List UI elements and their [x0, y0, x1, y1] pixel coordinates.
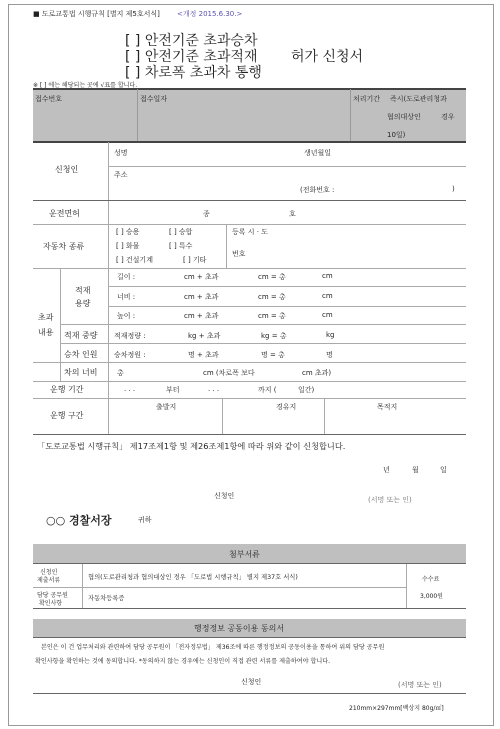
route-origin[interactable]: 출발지: [156, 403, 177, 411]
vehicle-option-construction[interactable]: [ ] 건설기계: [116, 256, 153, 264]
excess-section-label-2: 내용: [38, 328, 54, 337]
applicant-signature-field[interactable]: (서명 또는 인): [368, 496, 412, 504]
divider: [108, 166, 466, 167]
fee-value: 3,000원: [420, 593, 443, 600]
processing-period-value-2: 협의대상인: [387, 113, 421, 121]
divider: [108, 399, 109, 434]
fee-label: 수수료: [422, 576, 440, 583]
load-volume-label-1: 적재: [75, 286, 91, 295]
divider: [82, 564, 83, 608]
divider: [33, 141, 466, 143]
vehicle-option-special[interactable]: [ ] 특수: [169, 242, 193, 250]
divider: [33, 563, 466, 564]
height-total: cm = 총: [258, 312, 286, 320]
vehicle-width-excess: cm 초과): [302, 369, 332, 377]
passengers-unit: 명: [326, 351, 333, 359]
vehicle-option-van[interactable]: [ ] 승합: [169, 228, 193, 236]
applicant-phone-label[interactable]: (전화번호 :: [300, 186, 335, 194]
divider: [108, 306, 466, 307]
load-volume-label-2: 용량: [75, 299, 91, 308]
applicant-sign-label: 신청인: [214, 492, 235, 500]
consent-applicant-label: 신청인: [241, 678, 262, 686]
applicant-phone-close: ): [452, 185, 455, 193]
applicant-docs-value: 협의(도로관리청과 협의대상인 경우 「도로법 시행규칙」 별지 제37호 서식): [88, 574, 298, 581]
travel-period-days[interactable]: 일간): [298, 386, 315, 394]
divider: [33, 608, 466, 609]
load-weight-unit: kg: [326, 331, 335, 339]
divider: [406, 564, 407, 608]
passengers-plus-excess: 명 + 초과: [188, 351, 219, 359]
divider: [33, 637, 466, 638]
applicant-section-label: 신청인: [55, 165, 79, 174]
vehicle-option-truck[interactable]: [ ] 화물: [116, 242, 140, 250]
divider: [33, 381, 466, 382]
passengers-capacity[interactable]: 승차정원 :: [114, 351, 146, 359]
divider: [324, 399, 325, 434]
vehicle-option-other[interactable]: [ ] 기타: [183, 256, 207, 264]
divider: [33, 268, 466, 269]
route-destination[interactable]: 목적지: [377, 403, 398, 411]
width-label[interactable]: 너비 :: [117, 293, 136, 301]
recipient-honorific: 귀하: [138, 516, 152, 524]
length-plus-excess: cm + 초과: [184, 273, 219, 281]
divider: [226, 225, 227, 268]
divider: [33, 88, 466, 90]
attachments-header: 첨부서류: [229, 550, 260, 559]
date-year[interactable]: 년: [383, 466, 390, 474]
width-plus-excess: cm + 초과: [184, 293, 219, 301]
divider: [108, 142, 109, 200]
length-unit: cm: [322, 272, 333, 280]
license-number[interactable]: 호: [289, 210, 296, 218]
divider: [33, 224, 466, 225]
paper-size-footer: 210mm×297mm[백상지 80g/㎡]: [349, 705, 444, 712]
divider: [33, 434, 466, 435]
applicant-docs-label-2: 제출서류: [37, 577, 61, 584]
divider: [108, 201, 109, 224]
consent-text-line-1: 본인은 이 건 업무처리와 관련하여 담당 공무원이 「전자정부법」 제36조에 따른 행정정보의 공동이용을 통하여 위의 담당 공무원: [41, 644, 385, 651]
declaration-text: 「도로교통법 시행규칙」 제17조제1항 및 제26조제1항에 따라 위와 같이 신청합니다.: [37, 441, 346, 451]
divider: [350, 89, 351, 141]
official-check-label-1: 담당 공무원: [37, 592, 68, 599]
vehicle-number-label[interactable]: 번호: [232, 250, 246, 258]
vehicle-width-label: 차의 너비: [64, 368, 98, 377]
consent-signature-field[interactable]: (서명 또는 인): [398, 681, 442, 689]
law-reference: ■ 도로교통법 시행규칙 [별지 제5호서식]: [33, 10, 160, 18]
official-check-label-2: 확인사항: [39, 600, 63, 607]
consent-header: 행정정보 공동이용 동의서: [194, 624, 285, 633]
travel-period-label: 운행 기간: [50, 385, 84, 394]
divider: [108, 225, 109, 268]
length-label[interactable]: 길이 :: [117, 273, 136, 281]
divider: [33, 200, 466, 201]
divider: [33, 693, 466, 694]
applicant-name-label[interactable]: 성명: [114, 149, 128, 157]
processing-period-value-4: 10일): [387, 131, 406, 139]
divider: [33, 362, 466, 363]
checkbox-note: ※ [ ] 에는 해당되는 곳에 √표를 합니다.: [33, 82, 138, 89]
load-weight-label: 적재 중량: [64, 331, 98, 340]
revision-note: <개정 2015.6.30.>: [177, 10, 243, 18]
excess-section-label-1: 초과: [38, 313, 54, 322]
divider: [60, 324, 466, 325]
height-unit: cm: [322, 311, 333, 319]
divider: [60, 269, 61, 382]
vehicle-width-lane: cm (차로폭 보다: [203, 369, 255, 377]
passengers-label: 승차 인원: [64, 350, 98, 359]
date-day[interactable]: 일: [440, 466, 447, 474]
vehicle-option-passenger[interactable]: [ ] 승용: [116, 228, 140, 236]
consent-text-line-2: 확인사항을 확인하는 것에 동의합니다. *동의하지 않는 경우에는 신청인이 직접 관련 서류를 제출하여야 합니다.: [35, 658, 331, 665]
vehicle-registration-region-label[interactable]: 등록 시 · 도: [232, 228, 268, 236]
title-option-overload-passengers: [ ] 안전기준 초과승차: [125, 33, 258, 49]
applicant-address-label[interactable]: 주소: [114, 171, 128, 179]
official-check-value: 자동차등록증: [88, 595, 125, 602]
receipt-date-label: 접수일자: [140, 95, 168, 103]
travel-period-end[interactable]: . . .: [208, 385, 220, 393]
route-via[interactable]: 경유지: [276, 403, 297, 411]
travel-period-to: 까지 (: [258, 386, 277, 394]
load-weight-total: kg = 총: [261, 332, 287, 340]
title-suffix: 허가 신청서: [291, 49, 364, 65]
processing-period-label: 처리기간: [353, 95, 381, 103]
travel-period-from: 부터: [166, 386, 180, 394]
travel-period-start[interactable]: . . .: [124, 385, 136, 393]
vehicle-width-total[interactable]: 총: [117, 369, 124, 377]
height-label[interactable]: 높이 :: [117, 312, 136, 320]
width-unit: cm: [322, 292, 333, 300]
title-option-lane-width: [ ] 차로폭 초과차 통행: [125, 65, 262, 81]
processing-period-value-1: 즉시(도로관리청과: [390, 95, 447, 103]
divider: [33, 398, 466, 399]
license-type[interactable]: 종: [203, 210, 210, 218]
height-plus-excess: cm + 초과: [184, 312, 219, 320]
load-weight-plus-excess: kg + 초과: [188, 332, 221, 340]
applicant-docs-label-1: 신청인: [40, 569, 58, 576]
receipt-number-label: 접수번호: [35, 95, 63, 103]
recipient-name: ○○ 경찰서장: [46, 514, 112, 527]
date-month[interactable]: 월: [412, 466, 419, 474]
divider: [108, 382, 109, 398]
length-total: cm = 총: [258, 273, 286, 281]
load-weight-capacity[interactable]: 적재정량 :: [114, 332, 146, 340]
processing-period-value-3: 경우: [441, 113, 455, 121]
divider: [60, 343, 466, 344]
divider: [33, 587, 406, 588]
width-total: cm = 총: [258, 293, 286, 301]
divider: [222, 399, 223, 434]
vehicle-type-label: 자동차 종류: [43, 242, 85, 251]
title-option-overload-cargo: [ ] 안전기준 초과적재: [125, 49, 258, 65]
travel-route-label: 운행 구간: [50, 411, 84, 420]
divider: [108, 286, 466, 287]
divider: [137, 89, 138, 141]
passengers-total: 명 = 총: [261, 351, 285, 359]
applicant-birthdate-label[interactable]: 생년월일: [304, 149, 332, 157]
license-label: 운전면허: [49, 209, 80, 218]
